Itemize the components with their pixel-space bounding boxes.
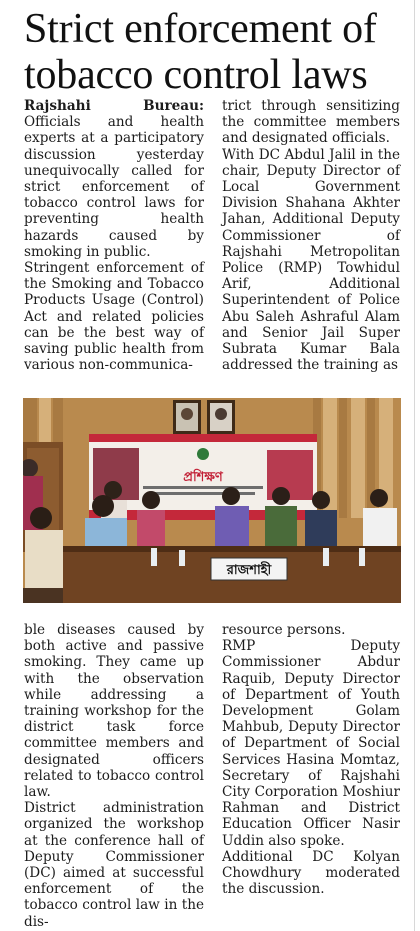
- paragraph: Stringent enforcement of the Smoking and Tobacco Products Usage (Control) Act and related policies can be the best way of saving public health from various non-communica-: [24, 260, 204, 374]
- lead-text: Officials and health experts at a participatory discussion yesterday unequivocally called for strict enforcement of tobacco control laws for preventing health hazards caused by smoking in public.: [24, 114, 204, 260]
- column-1: [24, 98, 204, 373]
- news-photo: [23, 398, 401, 603]
- paragraph: With DC Abdul Jalil in the chair, Deputy Director of Local Government Division Shahana Akhter Jahan, Additional Deputy Commissioner of Rajshahi Metropolitan Police (RMP) Towhidul Arif, Additional Superintendent of Police Abu Saleh Ashraful Alam and Senior Jail Super Subrata Kumar Bala addressed the training as: [222, 146, 400, 374]
- paragraph: Additional DC Kolyan Chowdhury moderated the discussion.: [222, 848, 400, 898]
- headline: Strict enforcement of tobacco control laws: [24, 6, 377, 98]
- column-4: [222, 622, 400, 897]
- column-3: [24, 622, 204, 930]
- paragraph: ble diseases caused by both active and passive smoking. They came up with the observation while addressing a training workshop for the district task force committee members and designated officers related to tobacco control law.: [24, 622, 204, 801]
- paragraph: RMP Deputy Commissioner Abdur Raquib, Deputy Director of Department of Youth Development Golam Mahbub, Deputy Director of Department of Social Services Hasina Momtaz, Secretary of Rajshahi City Corporation Moshiur Rahman and District Education Officer Nasir Uddin also spoke.: [222, 638, 400, 849]
- photo-illustration: [23, 398, 401, 603]
- column-2: [222, 98, 400, 373]
- paragraph: [24, 98, 204, 260]
- paragraph: District administration organized the workshop at the conference hall of Deputy Commissioner (DC) aimed at successful enforcement of the tobacco control law in the dis-: [24, 800, 204, 930]
- page-edge-rule: [414, 0, 415, 931]
- nameplate-text: রাজশাহী: [226, 563, 272, 578]
- banner-title: প্রশিক্ষণ: [183, 470, 223, 485]
- paragraph: resource persons.: [222, 622, 346, 638]
- byline: Rajshahi Bureau:: [24, 98, 204, 114]
- paragraph: trict through sensitizing the committee members and designated officials.: [222, 98, 400, 147]
